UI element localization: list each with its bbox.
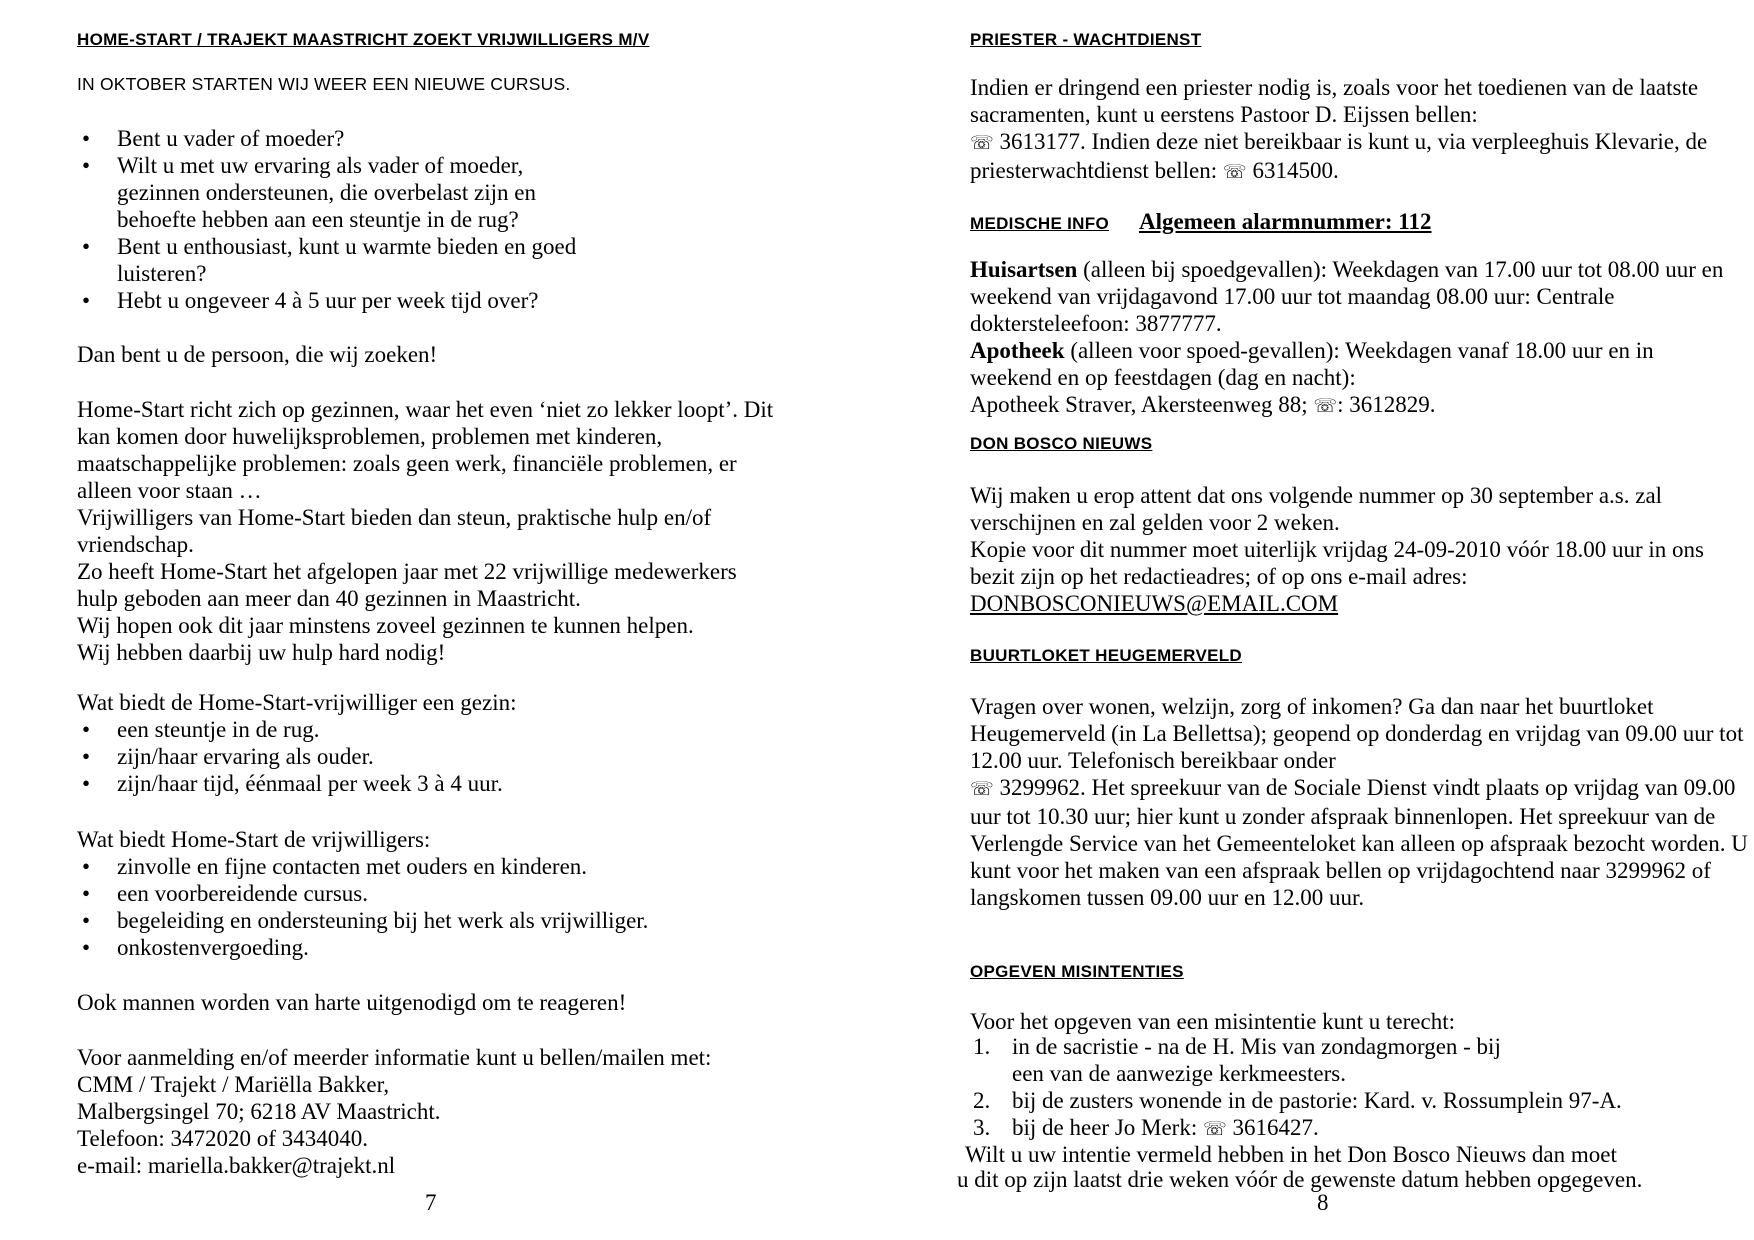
item-text: bij de heer Jo Merk:: [1012, 1115, 1198, 1140]
apotheek-text: (alleen voor spoed-gevallen): Weekdagen vanaf 18.00 uur en in weekend en op feestdagen (dag en nacht):: [970, 338, 1654, 390]
medische-heading-row: [970, 208, 1432, 235]
buurtloket-paragraph: [970, 693, 1750, 911]
priester-paragraph: [970, 74, 1740, 186]
men-invite: Ook mannen worden van harte uitgenodigd om te reageren!: [77, 990, 627, 1015]
item-number: 2.: [973, 1088, 991, 1113]
priester-heading: PRIESTER - WACHTDIENST: [970, 30, 1202, 49]
donbosco-text-2: Kopie voor dit nummer moet uiterlijk vrijdag 24-09-2010 vóór 18.00 uur in ons bezit zijn op het redactieadres; of op ons e-mail adres:: [970, 537, 1704, 589]
misintenties-note-2: u dit op zijn laatst drie weken vóór de gewenste datum hebben opgegeven.: [957, 1167, 1643, 1192]
donbosco-text-1: Wij maken u erop attent dat ons volgende nummer op 30 september a.s. zal verschijnen en zal gelden voor 2 weken.: [970, 483, 1663, 535]
wij-hebben-line: Wij hebben daarbij uw hulp hard nodig!: [77, 640, 446, 665]
apotheek-label: Apotheek: [970, 338, 1065, 363]
list-item: [970, 1087, 1740, 1114]
misintenties-heading: OPGEVEN MISINTENTIES: [970, 962, 1184, 981]
apotheek-phone: : 3612829.: [1337, 392, 1436, 417]
huisartsen-label: Huisartsen: [970, 257, 1078, 282]
contact-address: Malbergsingel 70; 6218 AV Maastricht.: [77, 1099, 441, 1124]
offer-volunteers-title: Wat biedt Home-Start de vrijwilligers:: [77, 827, 431, 852]
item-3-phone: 3616427.: [1232, 1115, 1319, 1140]
list-item: • een steuntje in de rug.: [77, 716, 777, 743]
list-item: • Bent u vader of moeder?: [77, 125, 577, 152]
donbosco-block: [970, 482, 1740, 617]
misintenties-intro: Voor het opgeven van een misintentie kunt u terecht:: [970, 1009, 1455, 1034]
list-item: • zinvolle en fijne contacten met ouders en kinderen.: [77, 853, 777, 880]
list-item: • Bent u enthousiast, kunt u warmte bieden en goed luisteren?: [77, 233, 577, 287]
course-intro: IN OKTOBER STARTEN WIJ WEER EEN NIEUWE CURSUS.: [77, 74, 571, 94]
questions-list: [77, 125, 577, 314]
telephone-icon: ☏: [1222, 161, 1247, 183]
list-item: • Wilt u met uw ervaring als vader of moeder, gezinnen ondersteunen, die overbelast zijn en behoefte hebben aan een steuntje in de rug?: [77, 152, 577, 233]
misintenties-list: [970, 1033, 1740, 1143]
list-item: [970, 1033, 1740, 1087]
buurtloket-heading: BUURTLOKET HEUGEMERVELD: [970, 646, 1242, 665]
contact-intro: Voor aanmelding en/of meerder informatie kunt u bellen/mailen met:: [77, 1045, 712, 1070]
huisartsen-paragraph: [970, 256, 1740, 337]
telephone-icon: ☏: [970, 778, 994, 800]
apotheek-paragraph: [970, 337, 1740, 420]
offer-family-list: [77, 716, 777, 797]
alarm-number: Algemeen alarmnummer: 112: [1138, 209, 1432, 234]
donbosco-email[interactable]: DONBOSCONIEUWS@EMAIL.COM: [970, 591, 1339, 616]
home-start-block: [77, 396, 777, 666]
apotheek-address: Apotheek Straver, Akersteenweg 88;: [970, 392, 1308, 417]
home-start-heading: HOME-START / TRAJEKT MAASTRICHT ZOEKT VRIJWILLIGERS M/V: [77, 30, 650, 49]
donbosco-heading: DON BOSCO NIEUWS: [970, 434, 1153, 453]
wij-hopen-line: Wij hopen ook dit jaar minstens zoveel gezinnen te kunnen helpen.: [77, 613, 694, 638]
list-item: • zijn/haar ervaring als ouder.: [77, 743, 777, 770]
buurtloket-text-2: . Het spreekuur van de Sociale Dienst vindt plaats op vrijdag van 09.00 uur tot 10.30 uur; hier kunt u zonder afspraak binnenlopen. Het spreekuur van de Verlengde Service van het Gemeenteloket kan alleen op afspraak bezocht worden. U kunt voor het maken van een afspraak bellen op vrijdagochtend naar 3299962 of langskomen tussen 09.00 uur en 12.00 uur.: [970, 775, 1748, 910]
contact-block: [77, 1044, 797, 1179]
telephone-icon: ☏: [1313, 395, 1338, 417]
zo-heeft-line: Zo heeft Home-Start het afgelopen jaar met 22 vrijwillige medewerkers hulp geboden aan meer dan 40 gezinnen in Maastricht.: [77, 559, 737, 611]
offer-volunteers-list: [77, 853, 777, 961]
list-item: [970, 1114, 1740, 1143]
list-item: • onkostenvergoeding.: [77, 934, 777, 961]
offer-family-title: Wat biedt de Home-Start-vrijwilliger een gezin:: [77, 690, 517, 715]
dan-bent-u: Dan bent u de persoon, die wij zoeken!: [77, 342, 438, 367]
item-number: 1.: [973, 1034, 991, 1059]
telephone-icon: ☏: [1202, 1118, 1227, 1140]
page-number: 7: [425, 1190, 437, 1215]
huisartsen-text: (alleen bij spoedgevallen): Weekdagen van 17.00 uur tot 08.00 uur en weekend van vrijdagavond 17.00 uur tot maandag 08.00 uur: Centrale doktersteleefoon: 3877777.: [970, 257, 1724, 336]
priester-text-2: . Indien deze niet bereikbaar is kunt u, via verpleeghuis Klevarie, de priesterwachtdienst bellen:: [970, 129, 1708, 183]
list-item: • Hebt u ongeveer 4 à 5 uur per week tijd over?: [77, 287, 577, 314]
item-text: in de sacristie - na de H. Mis van zondagmorgen - bij een van de aanwezige kerkmeesters.: [1012, 1034, 1501, 1086]
home-start-paragraph: Home-Start richt zich op gezinnen, waar het even ‘niet zo lekker loopt’. Dit kan komen door huwelijksproblemen, problemen met kinderen, maatschappelijke problemen: zoals geen werk, financiële problemen, er alleen voor staan …: [77, 397, 774, 503]
buurtloket-phone: 3299962: [999, 775, 1081, 800]
right-page: [877, 0, 1754, 1240]
item-number: 3.: [973, 1115, 991, 1140]
page-number: 8: [1317, 1190, 1329, 1215]
vrijwilligers-line: Vrijwilligers van Home-Start bieden dan steun, praktische hulp en/of vriendschap.: [77, 505, 712, 557]
buurtloket-text-1: Vragen over wonen, welzijn, zorg of inkomen? Ga dan naar het buurtloket Heugemerveld (in La Bellettsa); geopend op donderdag en vrijdag van 09.00 uur tot 12.00 uur. Telefonisch bereikbaar onder: [970, 694, 1744, 773]
misintenties-note-1: Wilt u uw intentie vermeld hebben in het Don Bosco Nieuws dan moet: [965, 1142, 1617, 1167]
list-item: • begeleiding en ondersteuning bij het werk als vrijwilliger.: [77, 907, 777, 934]
telephone-icon: ☏: [970, 132, 994, 154]
contact-phone: Telefoon: 3472020 of 3434040.: [77, 1126, 368, 1151]
medische-heading: MEDISCHE INFO: [970, 214, 1109, 233]
priester-phone-1: 3613177: [999, 129, 1081, 154]
item-text: bij de zusters wonende in de pastorie: Kard. v. Rossumplein 97-A.: [1012, 1088, 1622, 1113]
priester-phone-2: 6314500.: [1252, 158, 1339, 183]
contact-name: CMM / Trajekt / Mariëlla Bakker,: [77, 1072, 390, 1097]
priester-text-1: Indien er dringend een priester nodig is, zoals voor het toedienen van de laatste sacramenten, kunt u eerstens Pastoor D. Eijssen bellen:: [970, 75, 1699, 127]
contact-email[interactable]: e-mail: mariella.bakker@trajekt.nl: [77, 1153, 396, 1178]
list-item: • zijn/haar tijd, éénmaal per week 3 à 4 uur.: [77, 770, 777, 797]
list-item: • een voorbereidende cursus.: [77, 880, 777, 907]
